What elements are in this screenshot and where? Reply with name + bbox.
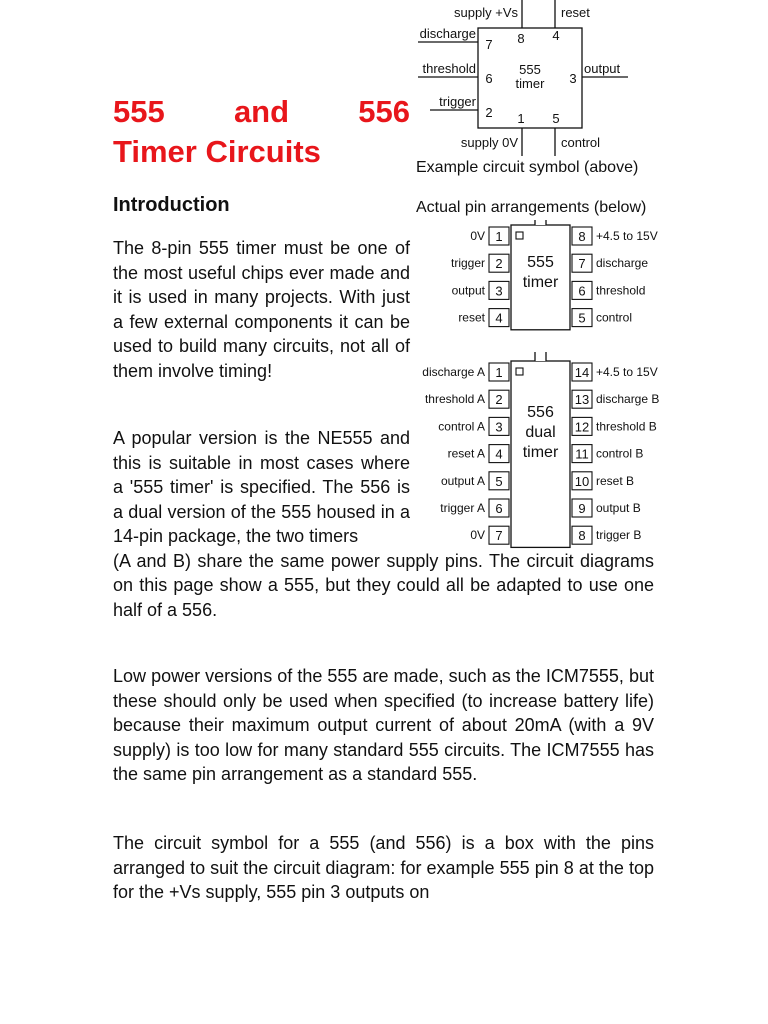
chip-notch [535, 352, 546, 361]
pin-number: 4 [495, 310, 503, 326]
pin-number: 3 [495, 283, 503, 299]
pin-number: 6 [495, 501, 503, 516]
title-line-2: Timer Circuits [113, 134, 321, 169]
paragraph-intro [113, 236, 410, 383]
pin-number: 4 [495, 446, 503, 462]
page-title [113, 92, 410, 172]
symbol-label-control: control [561, 135, 601, 150]
pin-label: control B [596, 446, 644, 461]
symbol-label-supply-vs: supply +Vs [454, 5, 518, 20]
symbol-pin-1: 1 [517, 111, 525, 126]
title-line-1 [113, 92, 410, 132]
pin-label: reset [458, 310, 485, 325]
chip-body-label: timer [522, 274, 559, 291]
pin-label: +4.5 to 15V [596, 365, 658, 379]
pin-label: reset B [596, 473, 635, 488]
symbol-body-subtitle: timer [515, 76, 545, 91]
title-word: and [233, 94, 290, 129]
pin1-marker [516, 232, 523, 239]
pin-number: 12 [574, 419, 590, 435]
chip-notch [535, 220, 546, 225]
pin-label: output B [596, 501, 641, 515]
symbol-pin-2: 2 [485, 105, 493, 120]
pin-number: 5 [495, 473, 503, 489]
paragraph-text: A popular version is the NE555 and this is suitable in most cases where a '555 timer' is specified. The 556 is a dual version of the 555 housed in a 14-pin package, the two timers [113, 428, 410, 546]
pin-label: trigger [450, 256, 485, 271]
symbol-body-name: 555 [519, 62, 541, 77]
symbol-label-supply-0v: supply 0V [460, 135, 518, 150]
pin-number: 14 [574, 365, 590, 380]
paragraph-low-power: Low power versions of the 555 are made, such as the ICM7555, but these should only be used when specified (to increase battery life) because their maximum output current of about 20mA (with a 9V supply) is too low for many standard 555 circuits. The ICM7555 has the same pin arrangement as a standard 555. [113, 666, 654, 784]
pin-label: threshold B [596, 419, 657, 434]
paragraph-text-end: all of them involve timing! [113, 336, 410, 381]
pin-label: +4.5 to 15V [596, 229, 658, 243]
chip-body-label: 556 [527, 404, 554, 421]
symbol-pin-3: 3 [569, 71, 577, 86]
pin-label: output A [440, 473, 485, 488]
title-word: 556 [358, 94, 410, 129]
pin-number: 6 [578, 283, 586, 299]
pin-label: discharge [596, 256, 649, 271]
chip-body-label: dual [525, 424, 556, 441]
pin-number: 2 [495, 256, 503, 272]
chip-555-pinout [410, 220, 680, 335]
pin-number: 2 [495, 392, 503, 408]
pin-label: 0V [470, 229, 485, 243]
chip-body-label: timer [522, 444, 559, 461]
pin-label: control [596, 310, 633, 325]
pin-label: discharge A [422, 365, 485, 379]
pinout-caption: Actual pin arrangements (below) [416, 199, 647, 216]
symbol-label-trigger: trigger [439, 94, 476, 109]
symbol-pin-6: 6 [485, 71, 493, 86]
symbol-label-discharge: discharge [419, 26, 476, 41]
paragraph-text-wide: (A and B) share the same power supply pins. The circuit diagrams on this page show a 555, but they could all be adapted to use one half of a 556. [113, 550, 654, 620]
circuit-symbol-diagram [410, 0, 640, 158]
pin-label: trigger B [596, 528, 642, 543]
pin1-marker [516, 368, 523, 375]
section-heading: Introduction [113, 194, 230, 216]
pin-label: reset A [447, 446, 485, 461]
paragraph-ne555 [113, 426, 654, 622]
pin-number: 8 [578, 229, 586, 244]
pin-number: 1 [495, 229, 503, 244]
pin-number: 7 [578, 256, 586, 272]
pin-label: trigger A [440, 501, 485, 515]
pin-number: 3 [495, 419, 503, 435]
pin-number: 8 [578, 528, 586, 544]
symbol-pin-4: 4 [552, 28, 560, 43]
symbol-pin-8: 8 [517, 31, 525, 46]
pin-label: control A [438, 419, 485, 434]
pin-label: output [451, 283, 485, 298]
pin-label: 0V [470, 528, 485, 543]
paragraph-text: The 8-pin 555 timer must be one of the most useful chips ever made and it is used in many projects. With just a few external components it can be used to build many circuits, not [113, 238, 410, 356]
symbol-caption: Example circuit symbol (above) [416, 159, 639, 176]
pin-number: 9 [578, 501, 586, 516]
chip-body-label: 555 [527, 254, 554, 271]
pin-number: 13 [574, 392, 590, 408]
symbol-pin-7: 7 [485, 37, 493, 52]
symbol-pin-5: 5 [552, 111, 560, 126]
pin-label: discharge B [596, 392, 660, 407]
pin-number: 10 [574, 473, 590, 489]
pin-label: threshold [596, 283, 646, 298]
paragraph-circuit-symbol: The circuit symbol for a 555 (and 556) is a box with the pins arranged to suit the circuit diagram: for example 555 pin 8 at the top for the +Vs supply, 555 pin 3 outputs on [113, 833, 654, 902]
pin-number: 7 [495, 528, 503, 544]
pin-label: threshold A [424, 392, 485, 407]
pin-number: 5 [578, 310, 586, 326]
title-word: 555 [113, 94, 165, 129]
pin-number: 11 [575, 446, 589, 462]
symbol-label-output: output [584, 61, 621, 76]
symbol-label-threshold: threshold [422, 61, 476, 76]
pin-number: 1 [495, 365, 503, 380]
symbol-label-reset: reset [561, 5, 590, 20]
